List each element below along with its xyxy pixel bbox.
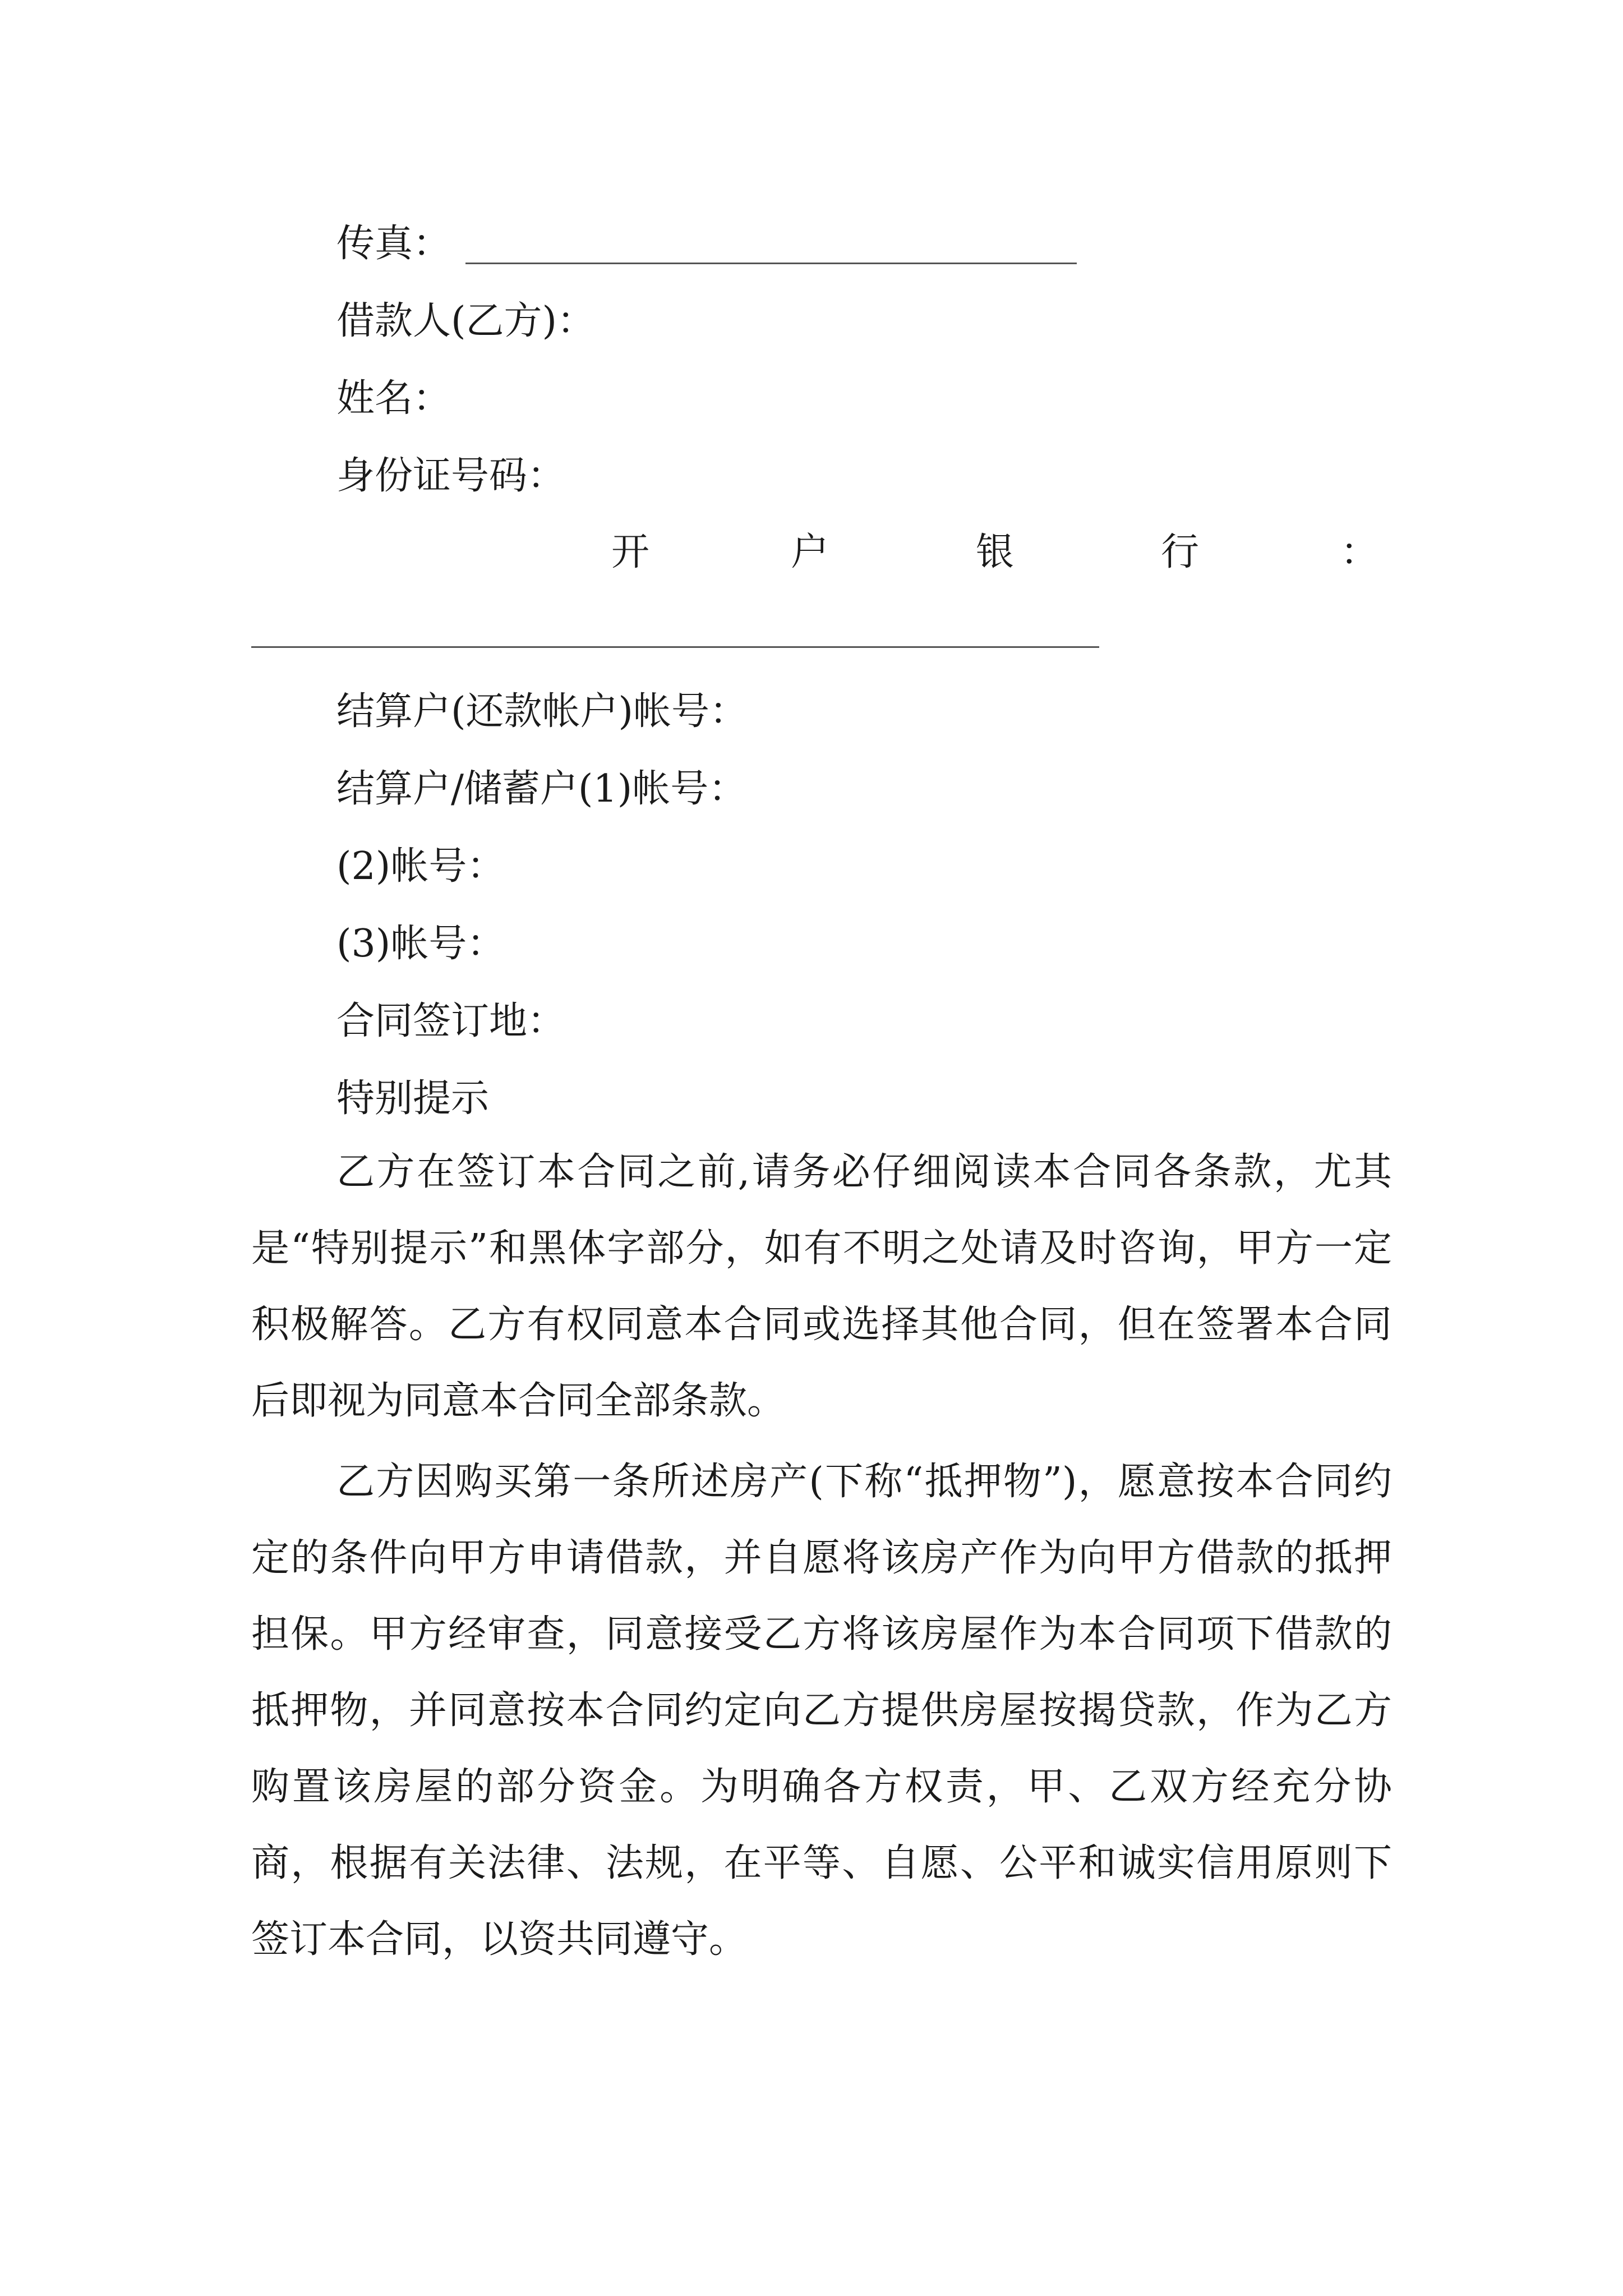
account-2-label: (2)帐号： [336,844,505,889]
bank-label-row [611,527,1379,578]
fax-underline [465,263,1077,264]
settlement-account-label: 结算户(还款帐户)帐号： [336,689,748,734]
savings-account-1-label: 结算户/储蓄户(1)帐号： [336,767,747,811]
bank-char: 银 [976,530,1015,574]
bank-char: 行 [1161,530,1200,574]
notice-paragraph: 乙方在签订本合同之前,请务必仔细阅读本合同各条款，尤其是“特别提示”和黑体字部分，如有不明之处请及时咨询，甲方一定积极解答。乙方有权同意本合同或选择其他合同，但在签署本合同后即视为同意本合同全部条款。 [251,1150,1392,1423]
name-label: 姓名： [336,376,451,421]
account-3-label: (3)帐号： [336,922,505,966]
bank-underline [251,646,1099,648]
special-notice-heading: 特别提示 [336,1076,490,1121]
id-number-label: 身份证号码： [336,454,566,498]
purpose-paragraph: 乙方因购买第一条所述房产(下称“抵押物”)，愿意按本合同约定的条件向甲方申请借款，并自愿将该房产作为向甲方借款的抵押担保。甲方经审查，同意接受乙方将该房屋作为本合同项下借款的抵押物，并同意按本合同约定向乙方提供房屋按揭贷款，作为乙方购置该房屋的部分资金。为明确各方权责，甲、乙双方经充分协商，根据有关法律、法规，在平等、自愿、公平和诚实信用原则下签订本合同，以资共同遵守。 [251,1460,1392,1962]
bank-char: ： [1340,530,1379,574]
bank-char: 开 [611,530,650,574]
borrower-label: 借款人(乙方)： [336,299,596,343]
fax-label: 传真： [336,222,451,266]
bank-char: 户 [791,530,829,574]
signing-place-label: 合同签订地： [336,999,566,1043]
